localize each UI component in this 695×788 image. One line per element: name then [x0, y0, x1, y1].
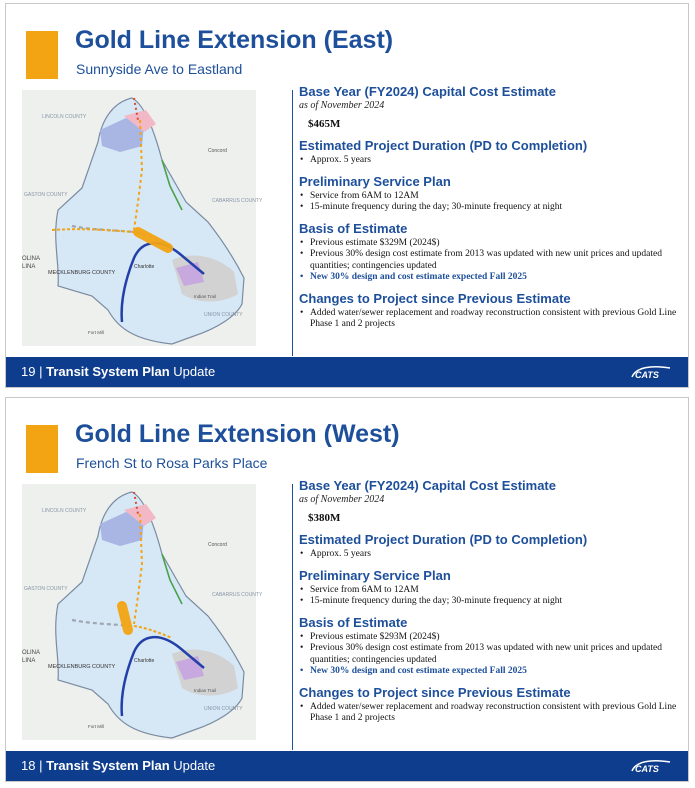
accent-block [26, 31, 58, 79]
footer-separator: | [39, 364, 43, 379]
svg-text:Charlotte: Charlotte [134, 264, 155, 270]
vertical-divider [292, 484, 293, 750]
vertical-divider [292, 90, 293, 356]
svg-text:Indian Trail: Indian Trail [194, 688, 217, 693]
basis-list [299, 238, 684, 284]
corridor-map [22, 484, 263, 740]
page-number: 18 [21, 758, 36, 773]
cats-logo-icon [626, 758, 674, 775]
changes-list [299, 308, 684, 331]
list-item: • Previous 30% design cost estimate from 2013 was updated with new unit prices and updated quantities; contingencies updated [310, 249, 684, 272]
changes-heading: Changes to Project since Previous Estimate [299, 684, 571, 700]
list-item: • Service from 6AM to 12AM [310, 191, 684, 203]
page-number: 19 [21, 364, 36, 379]
list-item: • Approx. 5 years [310, 549, 684, 561]
corridor-map [22, 90, 263, 346]
svg-text:LINA: LINA [22, 658, 36, 664]
service-heading: Preliminary Service Plan [299, 567, 451, 583]
svg-text:LINCOLN COUNTY: LINCOLN COUNTY [42, 508, 87, 514]
list-item: • Service from 6AM to 12AM [310, 585, 684, 597]
svg-text:CATS: CATS [635, 370, 659, 380]
list-item: • Previous estimate $329M (2024$) [310, 238, 684, 250]
footer-plan-name: Transit System Plan [46, 758, 170, 773]
slide-title: Gold Line Extension (East) [75, 26, 394, 54]
footer-update: Update [173, 364, 216, 379]
basis-list [299, 632, 684, 678]
svg-text:GASTON COUNTY: GASTON COUNTY [24, 192, 68, 198]
basis-heading: Basis of Estimate [299, 614, 408, 630]
footer-plan-name: Transit System Plan [46, 364, 170, 379]
list-item: • 15-minute frequency during the day; 30-minute frequency at night [310, 596, 684, 608]
changes-heading: Changes to Project since Previous Estimate [299, 290, 571, 306]
svg-text:MECKLENBURG COUNTY: MECKLENBURG COUNTY [48, 270, 116, 276]
svg-text:MECKLENBURG COUNTY: MECKLENBURG COUNTY [48, 664, 116, 670]
list-item-highlight: • New 30% design and cost estimate expected Fall 2025 [310, 272, 684, 284]
svg-text:Fort Mill: Fort Mill [88, 330, 104, 335]
slide-gold-line-east [5, 3, 689, 388]
list-item: • 15-minute frequency during the day; 30-minute frequency at night [310, 202, 684, 214]
svg-text:UNION COUNTY: UNION COUNTY [204, 706, 243, 712]
svg-text:GASTON COUNTY: GASTON COUNTY [24, 586, 68, 592]
svg-text:Charlotte: Charlotte [134, 658, 155, 664]
cost-heading: Base Year (FY2024) Capital Cost Estimate [299, 84, 556, 99]
footer-separator: | [39, 758, 43, 773]
list-item: • Added water/sewer replacement and roadway reconstruction consistent with previous Gold Line Phase 1 and 2 projects [310, 308, 684, 331]
cost-details [299, 84, 684, 331]
service-list [299, 191, 684, 214]
svg-text:CABARRUS COUNTY: CABARRUS COUNTY [212, 198, 263, 204]
svg-text:CATS: CATS [635, 764, 659, 774]
cost-heading: Base Year (FY2024) Capital Cost Estimate [299, 478, 556, 493]
svg-text:UNION COUNTY: UNION COUNTY [204, 312, 243, 318]
service-list [299, 585, 684, 608]
svg-text:Indian Trail: Indian Trail [194, 294, 217, 299]
slide-subtitle: Sunnyside Ave to Eastland [76, 61, 243, 77]
list-item: • Approx. 5 years [310, 155, 684, 167]
list-item: • Previous estimate $293M (2024$) [310, 632, 684, 644]
slide-gold-line-west [5, 397, 689, 782]
service-heading: Preliminary Service Plan [299, 173, 451, 189]
duration-heading: Estimated Project Duration (PD to Completion) [299, 138, 588, 153]
slide-footer [6, 357, 688, 387]
duration-list [299, 549, 684, 561]
list-item: • Added water/sewer replacement and roadway reconstruction consistent with previous Gold Line Phase 1 and 2 projects [310, 702, 684, 725]
duration-heading: Estimated Project Duration (PD to Completion) [299, 532, 588, 547]
gold-line-west-segment [122, 606, 128, 630]
slide-title: Gold Line Extension (West) [75, 420, 400, 448]
basis-heading: Basis of Estimate [299, 220, 408, 236]
accent-block [26, 425, 58, 473]
cost-value: $465M [308, 118, 341, 130]
footer-update: Update [173, 758, 216, 773]
list-item: • Previous 30% design cost estimate from 2013 was updated with new unit prices and updated quantities; contingencies updated [310, 643, 684, 666]
svg-text:LINCOLN COUNTY: LINCOLN COUNTY [42, 114, 87, 120]
cost-asof: as of November 2024 [299, 100, 385, 111]
svg-text:Concord: Concord [208, 542, 227, 548]
cost-value: $380M [308, 512, 341, 524]
svg-text:Concord: Concord [208, 148, 227, 154]
svg-text:Fort Mill: Fort Mill [88, 724, 104, 729]
cost-details [299, 478, 684, 725]
svg-text:LINA: LINA [22, 264, 36, 270]
svg-text:OLINA: OLINA [22, 256, 41, 262]
svg-text:OLINA: OLINA [22, 650, 41, 656]
svg-text:CABARRUS COUNTY: CABARRUS COUNTY [212, 592, 263, 598]
slide-footer [6, 751, 688, 781]
list-item-highlight: • New 30% design and cost estimate expected Fall 2025 [310, 666, 684, 678]
cost-asof: as of November 2024 [299, 494, 385, 505]
duration-list [299, 155, 684, 167]
slide-subtitle: French St to Rosa Parks Place [76, 455, 268, 471]
cats-logo-icon [626, 364, 674, 381]
changes-list [299, 702, 684, 725]
